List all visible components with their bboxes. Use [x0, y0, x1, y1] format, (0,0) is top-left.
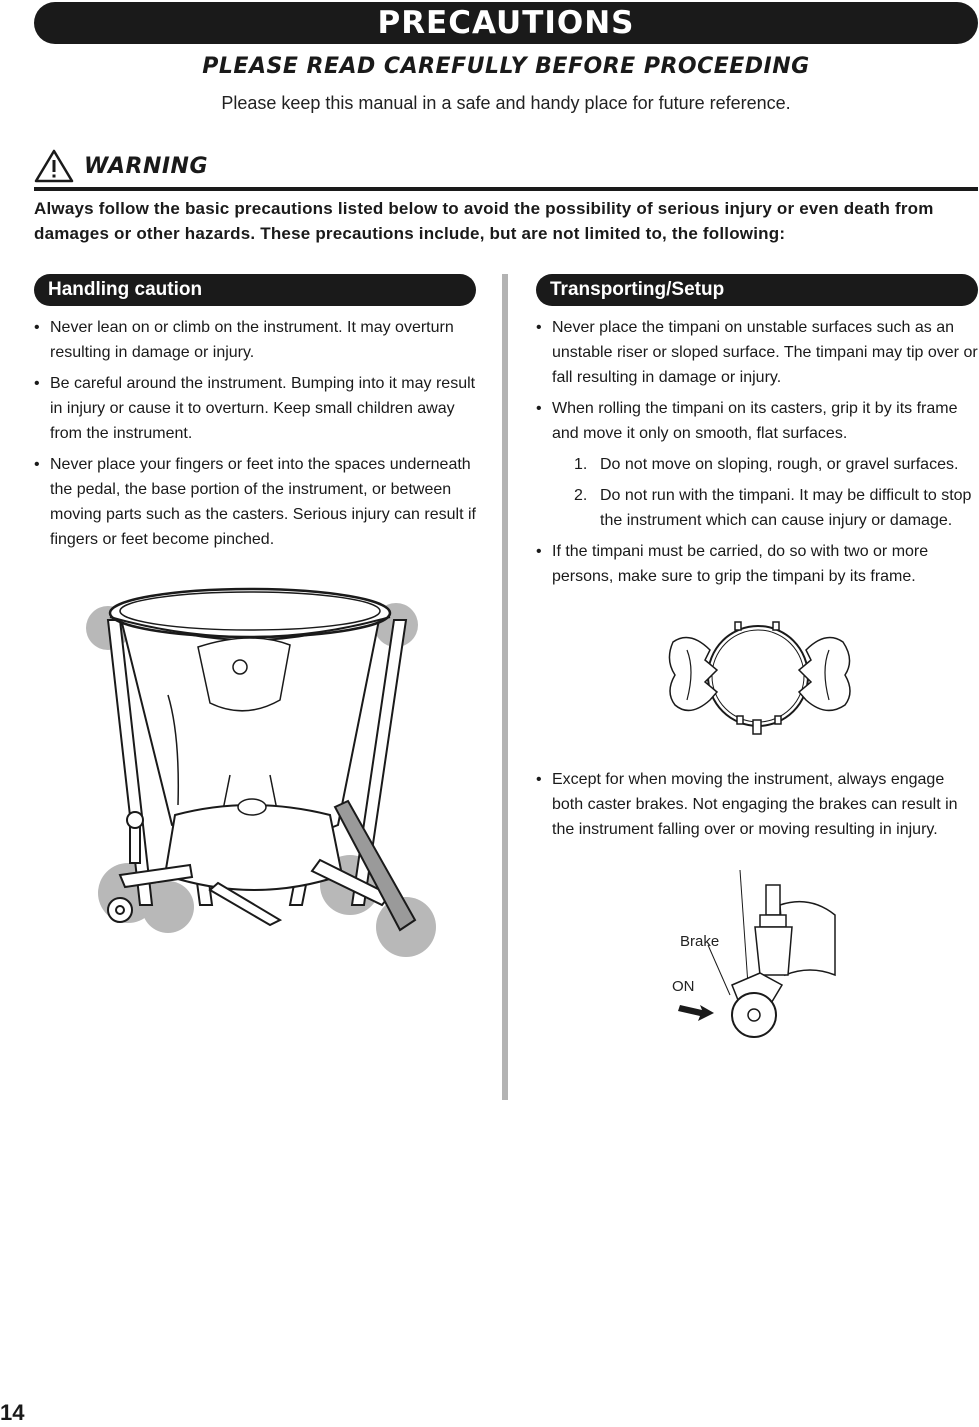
warning-triangle-icon: [34, 149, 74, 183]
transporting-setup-heading: [536, 274, 978, 306]
warning-line-2: damages or other hazards. These precautions include, but are not limited to, the following:: [34, 224, 786, 243]
list-item: [536, 396, 979, 533]
timpani-illustration: [80, 575, 450, 970]
carrying-top-view-illustration: [665, 620, 860, 740]
sub-list-number: 1.: [574, 456, 588, 473]
list-item: • Be careful around the instrument. Bumping into it may result in injury or cause it to overturn. Keep small children away from the instrument.: [34, 371, 478, 446]
warning-line-1: Always follow the basic precautions listed below to avoid the possibility of serious injury or even death from: [34, 199, 934, 218]
brake-instruction: [536, 767, 979, 848]
warning-heading: [34, 148, 208, 184]
brake-label: Brake: [680, 933, 720, 950]
sub-list-item: [552, 483, 979, 533]
column-divider: [502, 274, 508, 1100]
list-item: • Never lean on or climb on the instrument. It may overturn resulting in damage or injury.: [34, 315, 478, 365]
sub-list-text: Do not move on sloping, rough, or gravel surfaces.: [600, 456, 959, 473]
subtitle: PLEASE READ CAREFULLY BEFORE PROCEEDING: [202, 54, 810, 79]
warning-divider: [34, 187, 978, 191]
transporting-setup-list: [536, 315, 979, 595]
list-item: • If the timpani must be carried, do so with two or more persons, make sure to grip the timpani by its frame.: [536, 539, 979, 589]
keep-note: Please keep this manual in a safe and handy place for future reference.: [221, 93, 791, 113]
list-item: • Except for when moving the instrument, always engage both caster brakes. Not engaging the brakes can result in the instrument falling over or moving resulting in injury.: [536, 767, 979, 842]
handling-caution-list: [34, 315, 478, 558]
warning-title: WARNING: [84, 153, 209, 179]
caster-brake-illustration: [670, 865, 845, 1050]
list-item: • Never place the timpani on unstable surfaces such as an unstable riser or sloped surface. The timpani may tip over or fall resulting in damage or injury.: [536, 315, 979, 390]
handling-caution-heading: [34, 274, 476, 306]
sub-list-text: Do not run with the timpani. It may be difficult to stop the instrument which can cause injury or damage.: [600, 487, 972, 529]
list-item: • Never place your fingers or feet into the spaces underneath the pedal, the base portion of the instrument, or between moving parts such as the casters. Serious injury can result if fingers or feet become pinched.: [34, 452, 478, 552]
warning-text: [34, 196, 978, 246]
on-label: ON: [672, 978, 695, 995]
sub-list-number: 2.: [574, 487, 588, 504]
precautions-banner: [34, 2, 978, 44]
list-item-text: When rolling the timpani on its casters, grip it by its frame and move it only on smooth, flat surfaces.: [552, 400, 958, 442]
page-number: 14: [0, 1400, 25, 1425]
handling-caution-title: Handling caution: [48, 279, 203, 300]
page-title: PRECAUTIONS: [377, 5, 635, 41]
sub-list-item: [552, 452, 979, 477]
transporting-setup-title: Transporting/Setup: [550, 279, 725, 300]
